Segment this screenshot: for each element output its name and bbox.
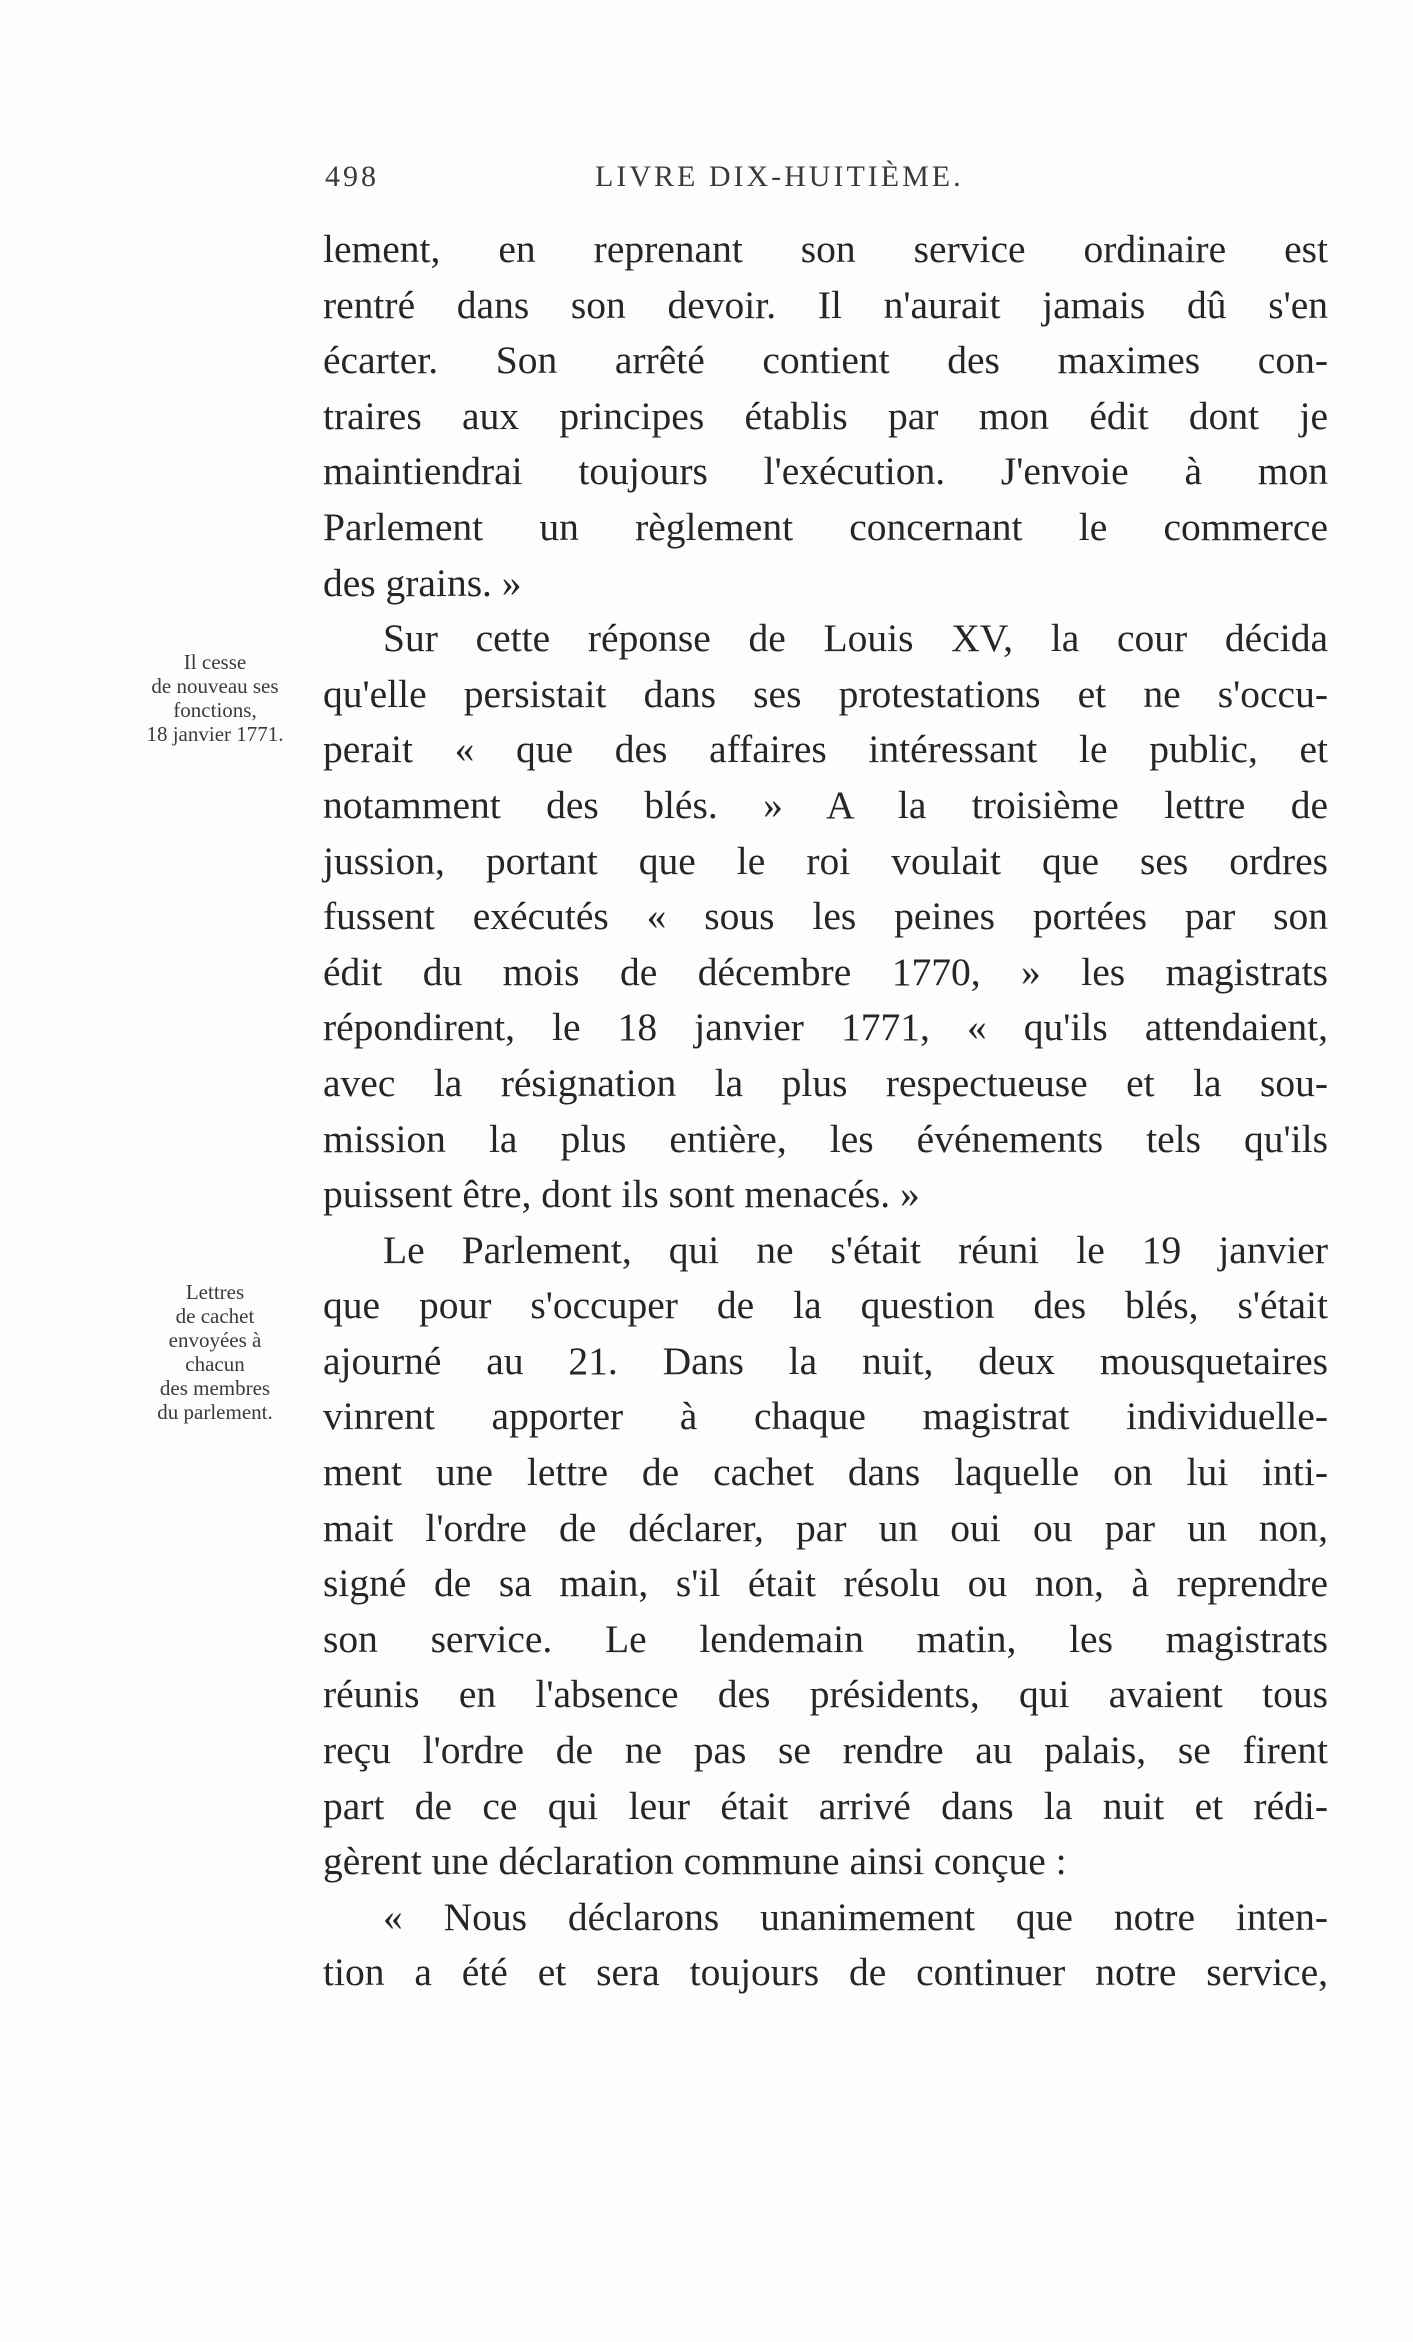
text-line: Sur cette réponse de Louis XV, la cour décida (383, 616, 1328, 661)
text-line: jussion, portant que le roi voulait que ses ordres (323, 838, 1328, 883)
text-line: gèrent une déclaration commune ainsi conçue : (323, 1839, 1067, 1884)
paragraph-royal-reply (323, 222, 1328, 611)
text-line: son service. Le lendemain matin, les magistrats (323, 1616, 1328, 1661)
text-line: maintiendrai toujours l'exécution. J'envoie à mon (323, 449, 1328, 494)
running-title: LIVRE DIX-HUITIÈME. (595, 160, 964, 193)
margin-note-line: chacun (185, 1352, 245, 1376)
text-line: fussent exécutés « sous les peines portées par son (323, 894, 1328, 939)
text-line: puissent être, dont ils sont menacés. » (323, 1172, 920, 1217)
text-line: reçu l'ordre de ne pas se rendre au palais, se firent (323, 1728, 1328, 1773)
margin-note-line: Il cesse (183, 650, 247, 674)
text-line: ment une lettre de cachet dans laquelle on lui inti- (323, 1450, 1328, 1495)
text-line: « Nous déclarons unanimement que notre inten- (383, 1894, 1328, 1939)
margin-note-line: de cachet (175, 1304, 255, 1328)
running-head (325, 160, 1325, 200)
text-line: des grains. » (323, 560, 522, 605)
main-text (323, 222, 1328, 2001)
text-line: ajourné au 21. Dans la nuit, deux mousquetaires (323, 1338, 1328, 1383)
margin-note-lettres-cachet (120, 1280, 310, 1424)
text-line: mission la plus entière, les événements tels qu'ils (323, 1116, 1328, 1161)
text-line: signé de sa main, s'il était résolu ou non, à reprendre (323, 1561, 1328, 1606)
text-line: avec la résignation la plus respectueuse et la sou- (323, 1060, 1328, 1105)
paragraph-declaration (323, 1890, 1328, 2001)
margin-note-line: fonctions, (173, 698, 257, 722)
text-line: part de ce qui leur était arrivé dans la nuit et rédi- (323, 1783, 1328, 1828)
margin-note-line: du parlement. (157, 1400, 273, 1424)
text-line: rentré dans son devoir. Il n'aurait jamais dû s'en (323, 282, 1328, 327)
margin-note-line: de nouveau ses (151, 674, 279, 698)
text-line: écarter. Son arrêté contient des maximes con- (323, 338, 1328, 383)
text-line: réunis en l'absence des présidents, qui avaient tous (323, 1672, 1328, 1717)
text-line: que pour s'occuper de la question des blés, s'était (323, 1283, 1328, 1328)
margin-note-line: envoyées à (168, 1328, 262, 1352)
page-number: 498 (325, 160, 379, 193)
text-line: traires aux principes établis par mon édit dont je (323, 393, 1328, 438)
text-line: vinrent apporter à chaque magistrat individuelle- (323, 1394, 1328, 1439)
margin-note-line: Lettres (185, 1280, 245, 1304)
text-line: lement, en reprenant son service ordinaire est (323, 227, 1328, 271)
text-line: édit du mois de décembre 1770, » les magistrats (323, 949, 1328, 994)
text-line: répondirent, le 18 janvier 1771, « qu'ils attendaient, (323, 1005, 1328, 1050)
text-line: Le Parlement, qui ne s'était réuni le 19 janvier (383, 1227, 1328, 1272)
text-line: Parlement un règlement concernant le commerce (323, 504, 1328, 549)
text-line: tion a été et sera toujours de continuer notre service, (323, 1950, 1328, 1995)
margin-note-line: 18 janvier 1771. (146, 722, 284, 746)
paragraph-cour-decida (323, 611, 1328, 1223)
margin-note-line: des membres (159, 1376, 271, 1400)
paragraph-parlement (323, 1223, 1328, 1890)
margin-note-cesse-fonctions (120, 650, 310, 746)
text-line: qu'elle persistait dans ses protestations et ne s'occu- (323, 671, 1328, 716)
text-line: mait l'ordre de déclarer, par un oui ou par un non, (323, 1505, 1328, 1550)
text-line: notamment des blés. » A la troisième lettre de (323, 782, 1328, 827)
text-line: perait « que des affaires intéressant le public, et (323, 727, 1328, 772)
